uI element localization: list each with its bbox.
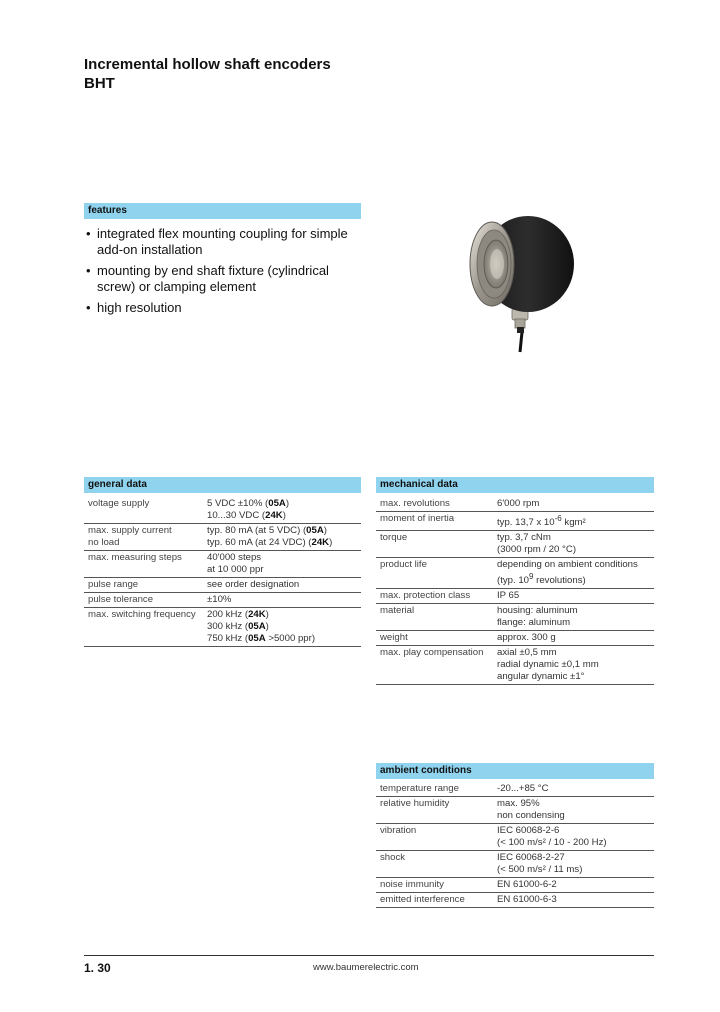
website-link[interactable]: www.baumerelectric.com	[313, 962, 419, 973]
ambient-conditions-value: -20...+85 °C	[493, 782, 654, 797]
general-data-label: max. switching frequency	[84, 608, 203, 647]
mechanical-data-row	[376, 589, 654, 604]
mechanical-data-label: product life	[376, 558, 493, 589]
general-data-value: see order designation	[203, 578, 361, 593]
mechanical-data-value: axial ±0,5 mm radial dynamic ±0,1 mm angular dynamic ±1°	[493, 646, 654, 685]
features-heading: features	[84, 203, 361, 219]
ambient-conditions-row	[376, 893, 654, 908]
general-data-label: voltage supply	[84, 497, 203, 524]
general-data-table	[84, 497, 361, 647]
encoder-product-image	[450, 212, 600, 362]
features-list	[84, 226, 364, 322]
footer-divider	[84, 955, 654, 956]
ambient-conditions-row	[376, 851, 654, 878]
mechanical-data-heading: mechanical data	[376, 477, 654, 493]
mechanical-data-label: max. revolutions	[376, 497, 493, 512]
ambient-conditions-heading: ambient conditions	[376, 763, 654, 779]
feature-item: • mounting by end shaft fixture (cylindrical screw) or clamping element	[84, 263, 364, 294]
feature-item: • high resolution	[84, 300, 364, 316]
general-data-value: 5 VDC ±10% (05A) 10...30 VDC (24K)	[203, 497, 361, 524]
mechanical-data-table	[376, 497, 654, 685]
mechanical-data-label: moment of inertia	[376, 512, 493, 531]
general-data-label: pulse tolerance	[84, 593, 203, 608]
mechanical-data-value: typ. 3,7 cNm (3000 rpm / 20 °C)	[493, 531, 654, 558]
general-data-row	[84, 578, 361, 593]
general-data-row	[84, 524, 361, 551]
ambient-conditions-label: relative humidity	[376, 797, 493, 824]
general-data-row	[84, 608, 361, 647]
mechanical-data-row	[376, 631, 654, 646]
ambient-conditions-row	[376, 824, 654, 851]
ambient-conditions-table	[376, 782, 654, 908]
page-title	[84, 55, 331, 93]
mechanical-data-value: housing: aluminum flange: aluminum	[493, 604, 654, 631]
mechanical-data-value: typ. 13,7 x $10^{-6}$ kgm²	[493, 512, 654, 531]
ambient-conditions-value: IEC 60068-2-27 (< 500 m/s² / 11 ms)	[493, 851, 654, 878]
general-data-label: max. supply current no load	[84, 524, 203, 551]
general-data-value: 40'000 steps at 10 000 ppr	[203, 551, 361, 578]
general-data-value: 200 kHz (24K) 300 kHz (05A) 750 kHz (05A >5000 ppr)	[203, 608, 361, 647]
general-data-value: typ. 80 mA (at 5 VDC) (05A) typ. 60 mA (at 24 VDC) (24K)	[203, 524, 361, 551]
mechanical-data-row	[376, 646, 654, 685]
ambient-conditions-label: emitted interference	[376, 893, 493, 908]
mechanical-data-row	[376, 558, 654, 589]
general-data-row	[84, 551, 361, 578]
mechanical-data-value: IP 65	[493, 589, 654, 604]
mechanical-data-value: 6'000 rpm	[493, 497, 654, 512]
ambient-conditions-row	[376, 797, 654, 824]
ambient-conditions-value: max. 95% non condensing	[493, 797, 654, 824]
mechanical-data-value: approx. 300 g	[493, 631, 654, 646]
ambient-conditions-label: temperature range	[376, 782, 493, 797]
general-data-row	[84, 593, 361, 608]
ambient-conditions-row	[376, 878, 654, 893]
ambient-conditions-label: vibration	[376, 824, 493, 851]
mechanical-data-row	[376, 512, 654, 531]
title-line-1: Incremental hollow shaft encoders	[84, 56, 331, 73]
general-data-value: ±10%	[203, 593, 361, 608]
general-data-heading: general data	[84, 477, 361, 493]
general-data-label: max. measuring steps	[84, 551, 203, 578]
ambient-conditions-value: IEC 60068-2-6 (< 100 m/s² / 10 - 200 Hz)	[493, 824, 654, 851]
mechanical-data-value: depending on ambient conditions (typ. $10^9$ revolutions)	[493, 558, 654, 589]
mechanical-data-label: material	[376, 604, 493, 631]
mechanical-data-label: max. protection class	[376, 589, 493, 604]
page-number: 1. 30	[84, 961, 111, 975]
ambient-conditions-row	[376, 782, 654, 797]
mechanical-data-row	[376, 531, 654, 558]
mechanical-data-label: weight	[376, 631, 493, 646]
feature-item: • integrated flex mounting coupling for simple add-on installation	[84, 226, 364, 257]
ambient-conditions-value: EN 61000-6-3	[493, 893, 654, 908]
mechanical-data-row	[376, 604, 654, 631]
ambient-conditions-label: noise immunity	[376, 878, 493, 893]
mechanical-data-label: max. play compensation	[376, 646, 493, 685]
mechanical-data-label: torque	[376, 531, 493, 558]
ambient-conditions-label: shock	[376, 851, 493, 878]
general-data-row	[84, 497, 361, 524]
mechanical-data-row	[376, 497, 654, 512]
ambient-conditions-value: EN 61000-6-2	[493, 878, 654, 893]
title-line-2: BHT	[84, 75, 115, 92]
encoder-cable-gland	[512, 308, 528, 352]
general-data-label: pulse range	[84, 578, 203, 593]
